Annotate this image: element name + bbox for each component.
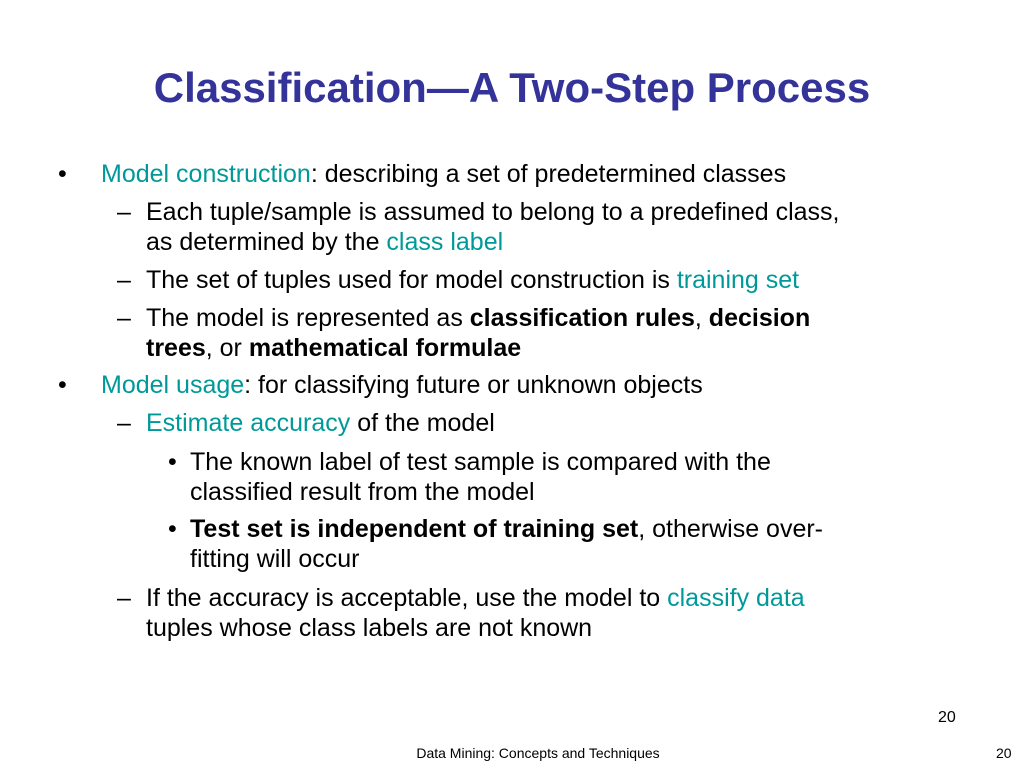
highlight-term: Estimate accuracy xyxy=(146,409,351,437)
highlight-term: training set xyxy=(676,266,800,294)
dash-marker: – xyxy=(117,266,131,294)
sub-bullet-line: Each tuple/sample is assumed to belong to a predefined class, xyxy=(146,198,840,226)
separator-text: , or xyxy=(205,334,249,362)
sub-bullet-line xyxy=(146,265,799,295)
footer-title: Data Mining: Concepts and Techniques xyxy=(416,745,660,761)
bold-term: Test set is independent of training set xyxy=(190,515,639,543)
sub-bullet-text: The set of tuples used for model construction is xyxy=(146,266,677,294)
slide-title: Classification—A Two-Step Process xyxy=(153,64,871,111)
bullet-marker: • xyxy=(58,160,67,188)
highlight-term: classify data xyxy=(667,584,805,612)
dash-marker: – xyxy=(117,198,131,226)
dash-marker: – xyxy=(117,304,131,332)
sub-bullet-line: tuples whose class labels are not known xyxy=(146,614,593,642)
bullet-marker: • xyxy=(168,515,177,543)
highlight-term: Model construction xyxy=(101,160,311,188)
sub-bullet-text: If the accuracy is acceptable, use the model to xyxy=(146,584,668,612)
sub-sub-bullet-line: classified result from the model xyxy=(190,478,535,506)
bullet-model-usage xyxy=(101,370,703,400)
sub-bullet-line xyxy=(146,583,805,613)
footer-page-number: 20 xyxy=(996,745,1012,761)
sub-bullet-line xyxy=(146,227,503,257)
bullet-marker: • xyxy=(168,448,177,476)
bold-term: mathematical formulae xyxy=(248,334,522,362)
bullet-text: : for classifying future or unknown objects xyxy=(244,371,703,399)
sub-sub-bullet-line xyxy=(190,514,823,544)
sub-bullet-text: , otherwise over- xyxy=(638,515,824,543)
sub-bullet-text: of the model xyxy=(350,409,495,437)
dash-marker: – xyxy=(117,584,131,612)
sub-bullet-line xyxy=(146,333,521,363)
sub-bullet-line xyxy=(146,408,495,438)
highlight-term: Model usage xyxy=(101,371,245,399)
sub-sub-bullet-line: The known label of test sample is compared with the xyxy=(190,448,771,476)
bullet-marker: • xyxy=(58,371,67,399)
bold-term: decision xyxy=(708,304,811,332)
bold-term: trees xyxy=(146,334,206,362)
sub-bullet-text: The model is represented as xyxy=(146,304,470,332)
bullet-text: : describing a set of predetermined classes xyxy=(310,160,787,188)
highlight-term: class label xyxy=(386,228,504,256)
sub-bullet-line xyxy=(146,303,810,333)
separator-text: , xyxy=(694,304,709,332)
dash-marker: – xyxy=(117,409,131,437)
bold-term: classification rules xyxy=(469,304,695,332)
sub-sub-bullet-line: fitting will occur xyxy=(190,545,360,573)
sub-bullet-text: as determined by the xyxy=(146,228,387,256)
bullet-model-construction xyxy=(101,159,786,189)
slide-page-number: 20 xyxy=(938,709,956,726)
